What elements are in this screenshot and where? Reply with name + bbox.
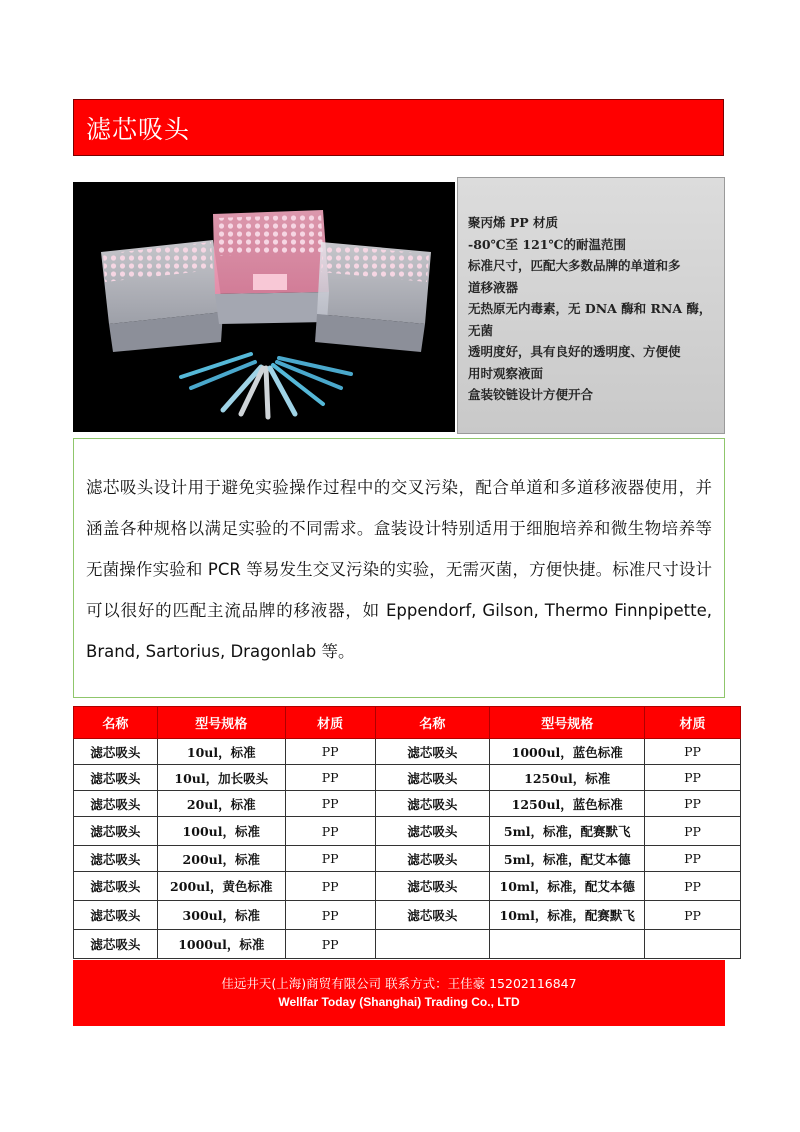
table-cell: PP [285, 739, 375, 765]
table-row [74, 930, 741, 959]
table-cell: 滤芯吸头 [375, 791, 490, 817]
description-text: 滤芯吸头设计用于避免实验操作过程中的交叉污染，配合单道和多道移液器使用，并涵盖各种规格以满足实验的不同需求。盒装设计特别适用于细胞培养和微生物培养等无菌操作实验和 PCR 等易发生交叉污染的实验，无需灭菌，方便快捷。标准尺寸设计可以很好的匹配主流品牌的移液器，如 Eppendorf, Gilson, Thermo Finnpipette, Brand, Sartorius, Dragonlab 等。 [86, 478, 712, 661]
table-cell: PP [645, 872, 741, 901]
table-cell: 100ul，标准 [157, 817, 285, 846]
table-cell: PP [645, 846, 741, 872]
specification-panel [457, 177, 725, 434]
spec-line: 透明度好，具有良好的透明度、方便使 [468, 344, 681, 359]
spec-line: -80℃至 121℃的耐温范围 [468, 236, 626, 252]
table-cell: 300ul，标准 [157, 901, 285, 930]
page-title: 滤芯吸头 [86, 114, 191, 144]
table-row [74, 791, 741, 817]
table-cell: PP [645, 901, 741, 930]
spec-line: 聚丙烯 PP 材质 [468, 215, 559, 230]
table-cell: 滤芯吸头 [375, 765, 490, 791]
table-cell: 滤芯吸头 [74, 901, 158, 930]
company-contact: 佳远井天(上海)商贸有限公司 联系方式：王佳豪 15202116847 [221, 976, 577, 991]
table-cell: 20ul，标准 [157, 791, 285, 817]
table-cell: 滤芯吸头 [74, 930, 158, 959]
footer-banner [73, 960, 725, 1026]
table-cell: 滤芯吸头 [375, 739, 490, 765]
table-header-row [74, 707, 741, 739]
spec-line: 无热原无内毒素，无 DNA 酶和 RNA 酶， [468, 301, 712, 316]
table-cell: 滤芯吸头 [74, 739, 158, 765]
table-cell: 200ul，标准 [157, 846, 285, 872]
header-model: 型号规格 [490, 707, 645, 739]
table-cell [375, 930, 490, 959]
product-photo-illustration [73, 182, 455, 432]
table-row [74, 872, 741, 901]
spec-line: 用时观察液面 [468, 365, 544, 381]
table-row [74, 765, 741, 791]
table-cell: 滤芯吸头 [74, 846, 158, 872]
table-cell: PP [645, 765, 741, 791]
table-cell: 滤芯吸头 [74, 791, 158, 817]
table-cell: 5ml，标准，配赛默飞 [490, 817, 645, 846]
table-cell: 10ul，标准 [157, 739, 285, 765]
table-body [74, 739, 741, 959]
table-cell: PP [645, 791, 741, 817]
spec-line: 盒装铰链设计方便开合 [468, 387, 594, 402]
table-cell: PP [285, 872, 375, 901]
table-cell: PP [285, 791, 375, 817]
table-cell: 滤芯吸头 [375, 846, 490, 872]
middle-tip-box [213, 210, 329, 324]
table-row [74, 739, 741, 765]
table-cell [490, 930, 645, 959]
table-cell: 10ml，标准，配艾本德 [490, 872, 645, 901]
header-material: 材质 [645, 707, 741, 739]
table-cell: PP [645, 739, 741, 765]
table-cell: PP [285, 930, 375, 959]
table-cell: 滤芯吸头 [375, 901, 490, 930]
table-cell: 10ul，加长吸头 [157, 765, 285, 791]
description-panel [73, 438, 725, 698]
product-photo [73, 182, 455, 432]
table-cell: PP [285, 817, 375, 846]
table-cell: 滤芯吸头 [74, 817, 158, 846]
table-row [74, 846, 741, 872]
spec-line: 无菌 [468, 322, 494, 338]
table-cell: PP [285, 765, 375, 791]
table-cell: 1000ul，蓝色标准 [490, 739, 645, 765]
header-material: 材质 [285, 707, 375, 739]
table-cell: 1250ul，蓝色标准 [490, 791, 645, 817]
table-cell: PP [285, 901, 375, 930]
loose-pipette-tips [181, 354, 351, 417]
table-row [74, 901, 741, 930]
table-cell: 滤芯吸头 [74, 765, 158, 791]
company-english-name: Wellfar Today (Shanghai) Trading Co., LTD [278, 995, 520, 1009]
right-tip-box [315, 242, 431, 352]
header-name: 名称 [74, 707, 158, 739]
product-spec-table [73, 706, 741, 959]
table-cell [645, 930, 741, 959]
table-cell: 10ml，标准，配赛默飞 [490, 901, 645, 930]
spec-line: 道移液器 [468, 279, 519, 295]
title-banner [73, 99, 724, 156]
header-name: 名称 [375, 707, 490, 739]
table-row [74, 817, 741, 846]
table-cell: 滤芯吸头 [375, 817, 490, 846]
spec-line: 标准尺寸，匹配大多数品牌的单道和多 [468, 258, 681, 273]
table-cell: PP [285, 846, 375, 872]
table-cell: 5ml，标准，配艾本德 [490, 846, 645, 872]
table-cell: 1000ul，标准 [157, 930, 285, 959]
header-model: 型号规格 [157, 707, 285, 739]
table-cell: 滤芯吸头 [74, 872, 158, 901]
table-cell: 1250ul，标准 [490, 765, 645, 791]
table-cell: PP [645, 817, 741, 846]
left-tip-box [101, 240, 223, 352]
table-cell: 滤芯吸头 [375, 872, 490, 901]
table-cell: 200ul，黄色标准 [157, 872, 285, 901]
